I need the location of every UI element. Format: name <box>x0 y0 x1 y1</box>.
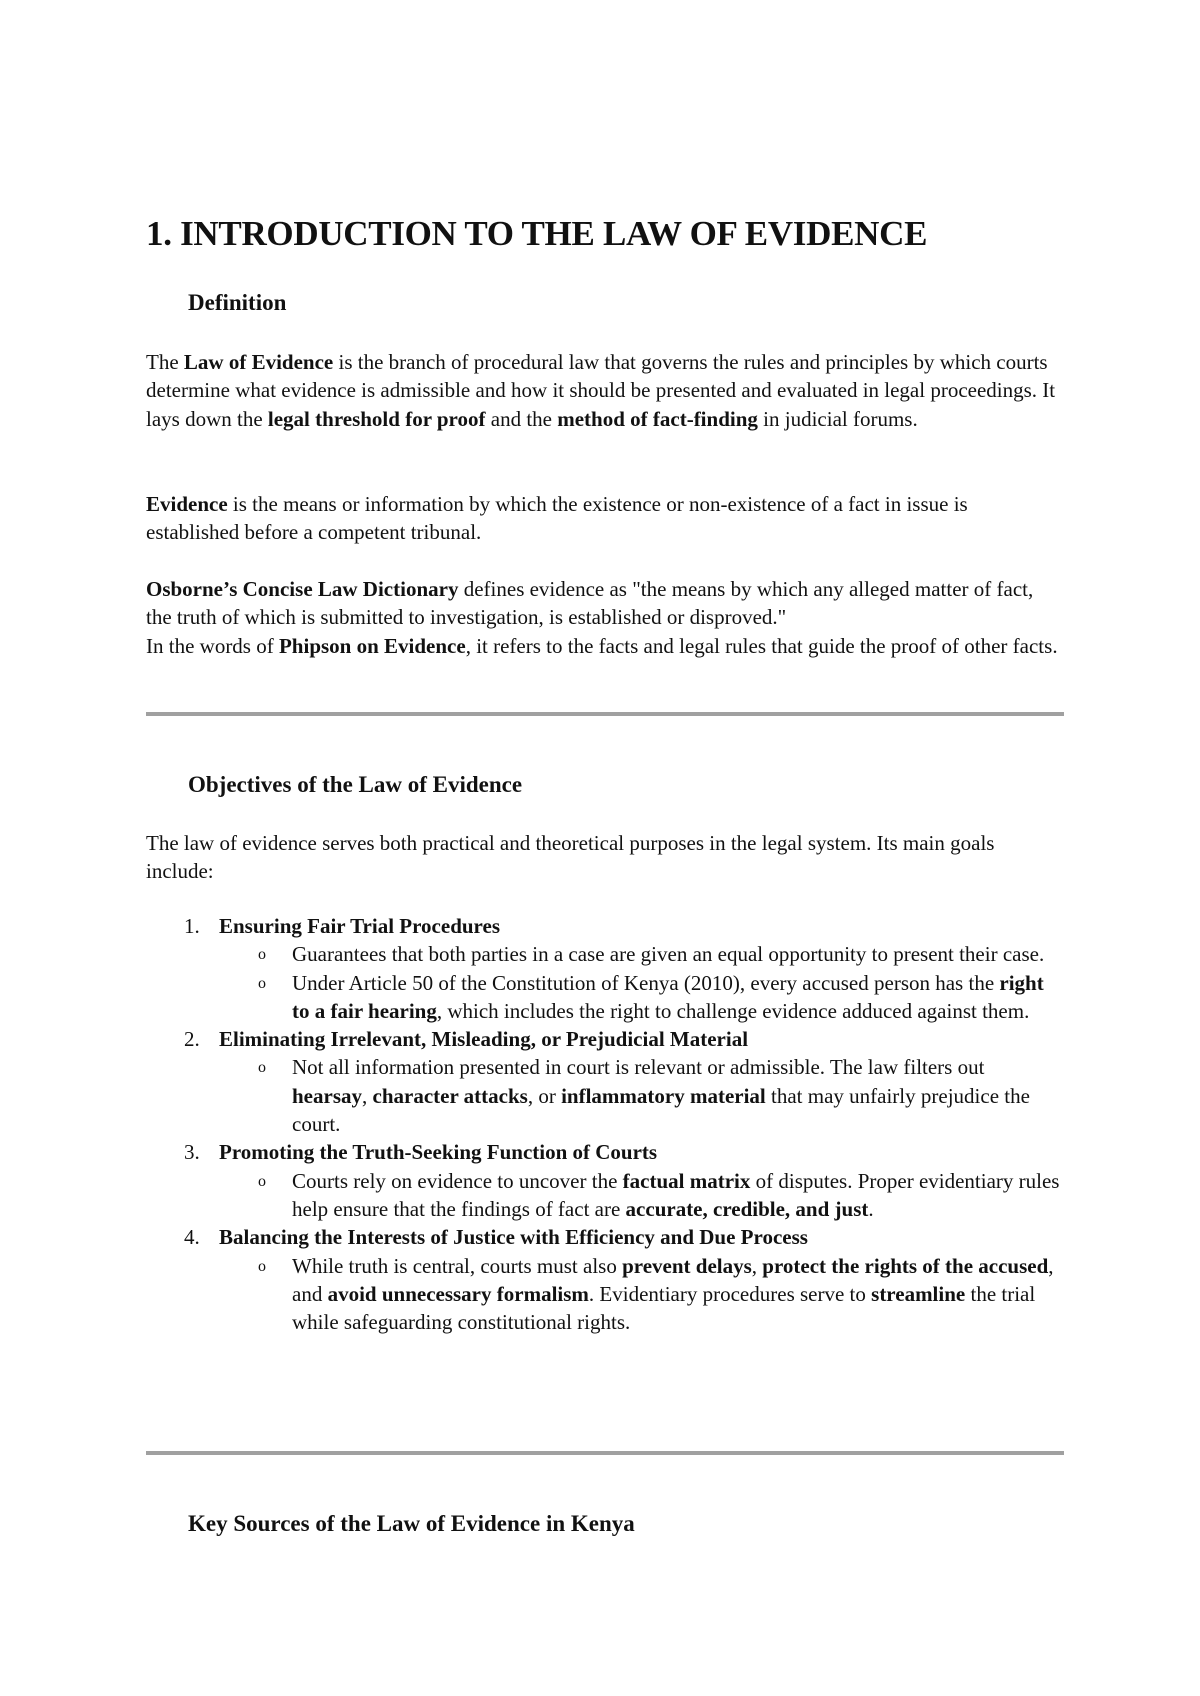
sub-list-item <box>219 1053 1064 1138</box>
definition-paragraph-3 <box>146 575 1064 660</box>
sub-list-item <box>219 1167 1064 1224</box>
horizontal-rule <box>146 1451 1064 1455</box>
text-run: . <box>868 1196 874 1221</box>
definition-heading: Definition <box>188 290 287 315</box>
list-item <box>146 1138 1064 1223</box>
text-run: of disputes. Proper evidentiary rules help ensure that the findings of fact are <box>292 1168 1060 1221</box>
text-run: , <box>362 1083 373 1108</box>
page-title: 1. INTRODUCTION TO THE LAW OF EVIDENCE <box>146 214 928 253</box>
list-item <box>146 1025 1064 1138</box>
text-run: and the <box>485 406 558 431</box>
text-run: , <box>751 1253 763 1278</box>
sub-list-item <box>219 969 1064 1026</box>
list-item-title: Ensuring Fair Trial Procedures <box>219 914 500 938</box>
sources-heading: Key Sources of the Law of Evidence in Kenya <box>188 1511 635 1536</box>
sub-list-item <box>219 940 1064 968</box>
list-number: 1. <box>184 914 200 938</box>
list-item <box>146 1223 1064 1336</box>
bold-term: protect the rights of the accused <box>762 1253 1049 1278</box>
text-run: Not all information presented in court is relevant or admissible. The law filters out <box>292 1055 985 1080</box>
text-run: is the means or information by which the existence or non-existence of a fact in issue is established before a competent tribunal. <box>146 492 968 545</box>
list-item-title: Promoting the Truth-Seeking Function of Courts <box>219 1140 658 1165</box>
text-run: , it refers to the facts and legal rules that guide the proof of other facts. <box>465 633 1058 658</box>
bold-term: prevent delays <box>622 1253 752 1278</box>
text-run: In the words of <box>146 633 279 658</box>
bold-term: Osborne’s Concise Law Dictionary <box>146 577 459 601</box>
text-run: that may unfairly prejudice the court. <box>292 1083 1030 1137</box>
circle-bullet-icon: o <box>258 946 266 964</box>
horizontal-rule <box>146 712 1064 716</box>
list-number: 4. <box>184 1225 200 1250</box>
bold-term: legal threshold for proof <box>267 406 486 431</box>
text-run: Courts rely on evidence to uncover the <box>292 1168 623 1193</box>
bold-term: avoid unnecessary formalism <box>327 1281 589 1306</box>
bold-term: Law of Evidence <box>183 350 334 374</box>
text-run: in judicial forums. <box>757 406 918 431</box>
bold-term: right to a fair hearing <box>292 970 1044 1023</box>
definition-paragraph-1 <box>146 348 1064 433</box>
bold-term: hearsay <box>292 1083 362 1108</box>
text-run: the trial while safeguarding constitutional rights. <box>292 1281 1036 1335</box>
list-number: 3. <box>184 1140 200 1165</box>
circle-bullet-icon: o <box>258 1172 266 1190</box>
circle-bullet-icon: o <box>258 974 266 992</box>
bold-term: inflammatory material <box>561 1083 766 1108</box>
text-run: . Evidentiary procedures serve to <box>588 1281 872 1306</box>
objectives-intro: The law of evidence serves both practical and theoretical purposes in the legal system. Its main goals include: <box>146 831 995 884</box>
text-run: , or <box>527 1083 562 1108</box>
list-item-title: Balancing the Interests of Justice with Efficiency and Due Process <box>219 1225 808 1250</box>
definition-paragraph-2 <box>146 490 1064 547</box>
bold-term: Phipson on Evidence <box>278 633 466 658</box>
objectives-list <box>146 912 1064 1336</box>
bold-term: streamline <box>871 1281 966 1306</box>
text-run: Under Article 50 of the Constitution of Kenya (2010), every accused person has the <box>292 970 1000 995</box>
text-run: defines evidence as "the means by which any alleged matter of fact, the truth of which is submitted to investigation, is established or disproved." <box>146 577 1034 630</box>
text-run: , which includes the right to challenge evidence adduced against them. <box>436 998 1030 1023</box>
text-run: The <box>146 350 184 374</box>
text-run: Guarantees that both parties in a case are given an equal opportunity to present their case. <box>292 942 1045 967</box>
text-run: is the branch of procedural law that governs the rules and principles by which courts determine what evidence is admissible and how it should be presented and evaluated in legal proceedings. It lays down the <box>146 350 1056 431</box>
circle-bullet-icon: o <box>258 1257 266 1275</box>
bold-term: factual matrix <box>622 1168 751 1193</box>
text-run: , and <box>292 1253 1054 1306</box>
bold-term: accurate, credible, and just <box>625 1196 869 1221</box>
list-item-title: Eliminating Irrelevant, Misleading, or Prejudicial Material <box>219 1027 749 1052</box>
sub-list-item <box>219 1252 1064 1337</box>
list-item <box>146 912 1064 1025</box>
list-number: 2. <box>184 1027 200 1052</box>
text-run: While truth is central, courts must also <box>292 1253 623 1278</box>
objectives-heading: Objectives of the Law of Evidence <box>188 772 523 797</box>
bold-term: character attacks <box>372 1083 528 1108</box>
circle-bullet-icon: o <box>258 1059 266 1077</box>
bold-term: Evidence <box>146 492 228 516</box>
bold-term: method of fact-finding <box>557 406 758 431</box>
